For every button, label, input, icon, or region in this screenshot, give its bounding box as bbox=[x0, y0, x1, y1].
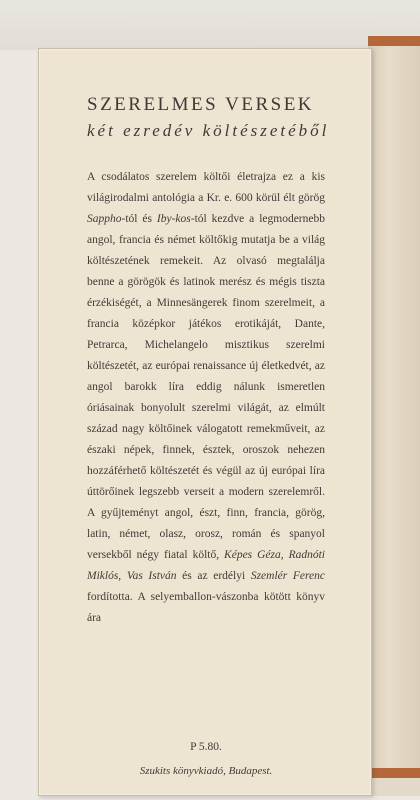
blurb-text bbox=[87, 167, 325, 629]
spine-band-top bbox=[368, 36, 420, 46]
blurb-run: fordította. A selyemballon-vászonba kötött könyv ára bbox=[87, 591, 325, 624]
blurb-run: A csodálatos szerelem költői életrajza ez a kis világirodalmi antológia a Kr. e. 600 körül élt görög bbox=[87, 171, 325, 204]
book-spine bbox=[368, 36, 420, 796]
publisher: Szukits könyvkiadó, Budapest. bbox=[139, 765, 273, 777]
blurb-italic-run: Iby-kos bbox=[156, 213, 191, 225]
blurb-italic-run: Sappho bbox=[87, 213, 122, 225]
book-subtitle: két ezredév költészetéből bbox=[87, 121, 330, 140]
price: P 5.80. bbox=[190, 741, 222, 753]
blurb-run: -tól és bbox=[121, 213, 157, 225]
background bbox=[0, 0, 420, 50]
blurb-italic-run: Szemlér Ferenc bbox=[250, 570, 325, 582]
blurb-run: és az erdélyi bbox=[176, 570, 251, 582]
blurb-run: -tól kezdve a legmodernebb angol, francia és német költőkig mutatja be a világ költészetének remekeit. Az olvasó megtalálja benne a görögök és latinok merész és mégis tiszta érzékiségét, a Minnesängerek finom szerelmeit, a francia középkor játékos erotikáját, Dante, Petrarca, Michelangelo misztikus szerelmi költészetét, az európai renaissance új életkedvét, az angol barokk líra eddig nálunk ismeretlen óriásainak bonyolult szerelmi világát, az elmúlt század nagy költőinek válogatott remekműveit, az északi népek, finnek, észtek, oroszok nehezen hozzáférhető költészetét és végül az új európai líra úttörőinek legszebb verseit a modern szerelemről. A gyűjteményt angol, észt, finn, francia, görög, latin, német, olasz, orosz, román és spanyol versekből négy fiatal költő, bbox=[87, 213, 325, 561]
spine-cloth bbox=[368, 46, 420, 768]
dust-jacket-flap bbox=[38, 48, 372, 796]
book-title: SZERELMES VERSEK bbox=[87, 94, 315, 115]
spine-band-bottom bbox=[368, 768, 420, 778]
blurb-italic-run: Képes Géza, Radnóti Miklós, Vas István bbox=[87, 549, 325, 582]
